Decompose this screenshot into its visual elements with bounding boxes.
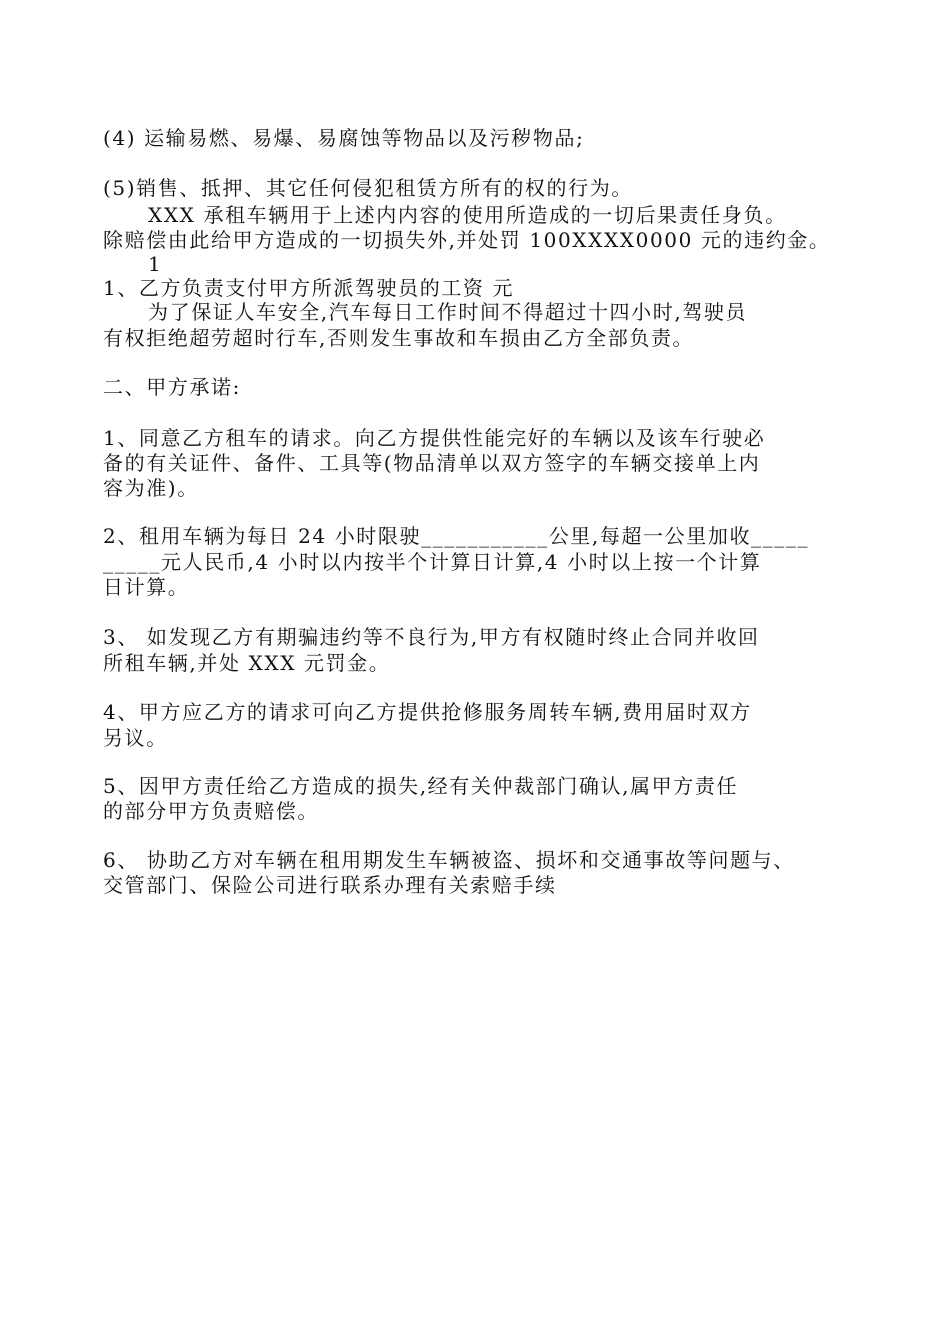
safety-line-1: 为了保证人车安全,汽车每日工作时间不得超过十四小时,驾驶员 [148,300,748,324]
clause-4-line: (4) 运输易燃、易爆、易腐蚀等物品以及污秽物品; [103,126,585,150]
promise-5-line-1: 5、因甲方责任给乙方造成的损失,经有关仲裁部门确认,属甲方责任 [103,774,739,798]
section-heading-party-a: 二、甲方承诺: [103,375,241,399]
promise-2-line-3: 日计算。 [103,575,190,599]
promise-2-line-2: _____元人民币,4 小时以内按半个计算日计算,4 小时以上按一个计算 [103,550,762,574]
page-number-marker: 1 [148,252,163,276]
promise-3-line-1: 3、 如发现乙方有期骗违约等不良行为,甲方有权随时终止合同并收回 [103,625,760,649]
clause-5-line: (5)销售、抵押、其它任何侵犯租赁方所有的权的行为。 [103,176,633,200]
liability-line-1: XXX 承租车辆用于上述内内容的使用所造成的一切后果责任身负。 [148,203,787,227]
promise-6-line-2: 交管部门、保险公司进行联系办理有关索赔手续 [103,873,557,897]
promise-6-line-1: 6、 协助乙方对车辆在租用期发生车辆被盗、损坏和交通事故等问题与、 [103,848,795,872]
promise-1-line-3: 容为准)。 [103,476,199,500]
promise-4-line-1: 4、甲方应乙方的请求可向乙方提供抢修服务周转车辆,费用届时双方 [103,700,752,724]
promise-3-line-2: 所租车辆,并处 XXX 元罚金。 [103,651,391,675]
promise-5-line-2: 的部分甲方负责赔偿。 [103,799,319,823]
promise-1-line-2: 备的有关证件、备件、工具等(物品清单以双方签字的车辆交接单上内 [103,451,761,475]
promise-1-line-1: 1、同意乙方租车的请求。向乙方提供性能完好的车辆以及该车行驶必 [103,426,766,450]
liability-line-2: 除赔偿由此给甲方造成的一切损失外,并处罚 100XXXX0000 元的违约金。 [103,228,831,252]
promise-4-line-2: 另议。 [103,726,168,750]
safety-line-2: 有权拒绝超劳超时行车,否则发生事故和车损由乙方全部负责。 [103,326,695,350]
promise-2-line-1: 2、租用车辆为每日 24 小时限驶___________公里,每超一公里加收_____ [103,524,810,548]
driver-wage-line: 1、乙方负责支付甲方所派驾驶员的工资 元 [103,276,515,300]
